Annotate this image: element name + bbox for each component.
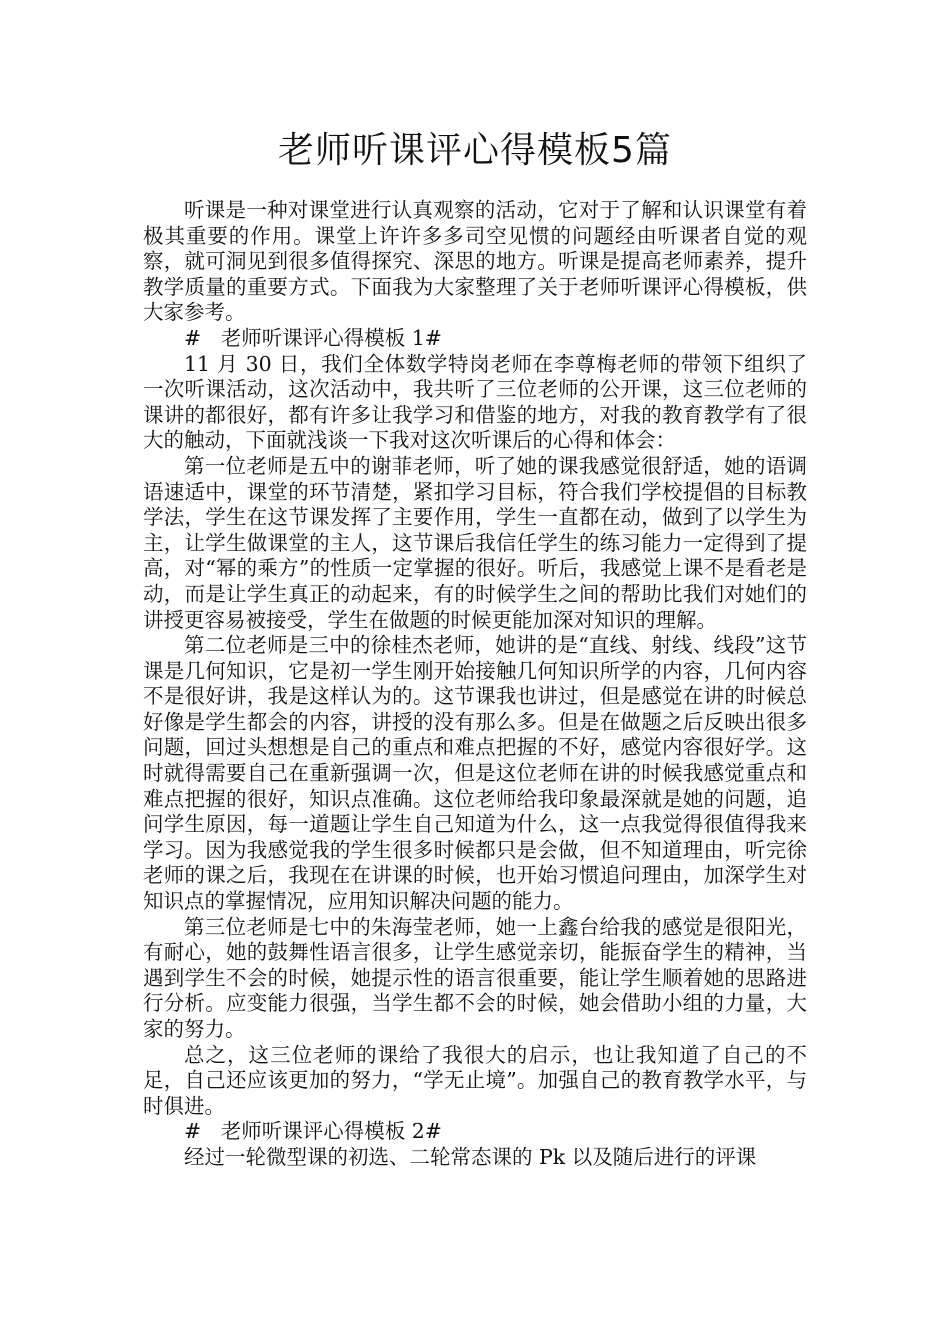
section-heading-2: # 老师听课评心得模板 2# (184, 1119, 442, 1144)
paragraph-3: 第二位老师是三中的徐桂杰老师，她讲的是“直线、射线、线段”这节课是几何知识，它是初一学生刚开始接触几何知识所学的内容，几何内容不是很好讲，我是这样认为的。这节课我也讲过，但是感觉在讲的时候总好像是学生都会的内容，讲授的没有那么多。但是在做题之后反映出很多问题，回过头想想是自己的重点和难点把握的不好，感觉内容很好学。这时就得需要自己在重新强调一次，但是这位老师在讲的时候我感觉重点和难点把握的很好，知识点准确。这位老师给我印象最深就是她的问题，追问学生原因，每一道题让学生自己知道为什么，这一点我觉得很值得我来学习。因为我感觉我的学生很多时候都只是会做，但不知道理由，听完徐老师的课之后，我现在在讲课的时候，也开始习惯追问理由，加深学生对知识点的掌握情况，应用知识解决问题的能力。 (143, 633, 807, 914)
intro-paragraph: 听课是一种对课堂进行认真观察的活动，它对于了解和认识课堂有着极其重要的作用。课堂上许许多多司空见惯的问题经由听课者自觉的观察，就可洞见到很多值得探究、深思的地方。听课是提高老师素养，提升教学质量的重要方式。下面我为大家整理了关于老师听课评心得模板，供大家参考。 (143, 198, 807, 325)
paragraph-1: 11 月 30 日，我们全体数学特岗老师在李尊梅老师的带领下组织了一次听课活动，这次活动中，我共听了三位老师的公开课，这三位老师的课讲的都很好，都有许多让我学习和借鉴的地方，对我的教育教学有了很大的触动，下面就浅谈一下我对这次听课后的心得和体会： (143, 351, 807, 453)
section-heading-1: # 老师听课评心得模板 1# (184, 325, 442, 350)
document-title: 老师听课评心得模板5篇 (278, 130, 672, 171)
paragraph-5: 总之，这三位老师的课给了我很大的启示，也让我知道了自己的不足，自己还应该更加的努力，“学无止境”。加强自己的教育教学水平，与时俱进。 (143, 1042, 807, 1118)
paragraph-4: 第三位老师是七中的朱海莹老师，她一上鑫台给我的感觉是很阳光，有耐心，她的鼓舞性语言很多，让学生感觉亲切，能振奋学生的精神，当遇到学生不会的时候，她提示性的语言很重要，能让学生顺着她的思路进行分析。应变能力很强，当学生都不会的时候，她会借助小组的力量，大家的努力。 (143, 914, 807, 1041)
paragraph-2: 第一位老师是五中的谢菲老师，听了她的课我感觉很舒适，她的语调语速适中，课堂的环节清楚，紧扣学习目标，符合我们学校提倡的目标教学法，学生在这节课发挥了主要作用，学生一直都在动，做到了以学生为主，让学生做课堂的主人，这节课后我信任学生的练习能力一定得到了提高，对“幂的乘方”的性质一定掌握的很好。听后，我感觉上课不是看老是动，而是让学生真正的动起来，有的时候学生之间的帮助比我们对她们的讲授更容易被接受，学生在做题的时候更能加深对知识的理解。 (143, 453, 807, 632)
document-body (143, 198, 807, 1171)
paragraph-6: 经过一轮微型课的初选、二轮常态课的 Pk 以及随后进行的评课 (184, 1144, 757, 1169)
